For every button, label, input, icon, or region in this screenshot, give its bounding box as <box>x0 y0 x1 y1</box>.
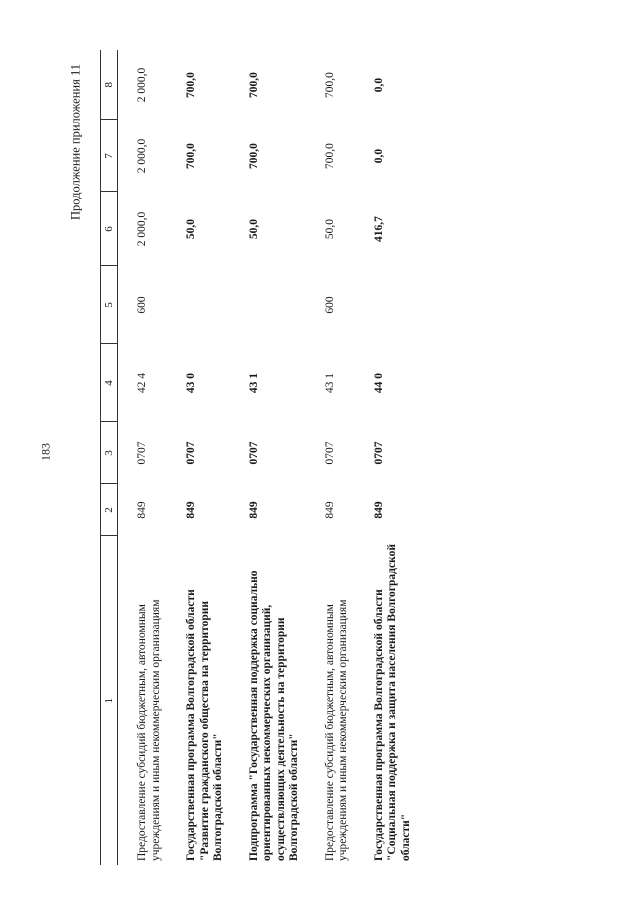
row-ministry-code: 849 <box>372 501 385 519</box>
row-description: Государственная программа Волгоградской области "Социальная поддержка и защита населения Волгоградской области" <box>372 544 412 861</box>
budget-table <box>100 50 413 865</box>
row-amount-col6: 416,7 <box>372 216 385 242</box>
row-description: Предоставление субсидий бюджетным, автономным учреждениям и иным некоммерческим организациям <box>323 599 349 861</box>
row-section-code: 0707 <box>185 441 197 465</box>
row-description: Государственная программа Волгоградской области "Развитие гражданского общества на территории Волгоградской области" <box>185 589 224 861</box>
header-col-6: 6 <box>101 192 118 266</box>
row-amount-col7: 700,0 <box>185 143 197 169</box>
page-number: 183 <box>38 443 53 461</box>
row-amount-col6: 50,0 <box>185 218 197 240</box>
budget-table-rotated <box>100 50 630 865</box>
row-section-code: 0707 <box>247 441 260 465</box>
table-row <box>226 50 302 865</box>
row-amount-col8: 700,0 <box>185 72 197 98</box>
row-amount-col6: 50,0 <box>247 218 260 240</box>
header-col-4: 4 <box>101 344 118 422</box>
row-amount-col8: 2 000,0 <box>136 67 148 103</box>
row-ministry-code: 849 <box>185 501 197 519</box>
row-section-code: 0707 <box>136 441 148 465</box>
row-amount-col6: 2 000,0 <box>136 211 148 247</box>
row-amount-col7: 0,0 <box>372 148 385 164</box>
row-expense-type: 600 <box>136 296 148 314</box>
row-amount-col7: 700,0 <box>323 143 336 169</box>
header-col-8: 8 <box>101 50 118 120</box>
row-description: Подпрограмма "Государственная поддержка социально ориентированных некоммерческих организаций, осуществляющих деятельность на территории Волгоградской области" <box>247 570 300 861</box>
row-ministry-code: 849 <box>136 501 148 519</box>
row-expense-type <box>226 266 302 344</box>
header-col-2: 2 <box>101 484 118 536</box>
table-row <box>118 50 164 865</box>
row-program-code: 42 4 <box>136 372 148 394</box>
row-amount-col7: 2 000,0 <box>136 138 148 174</box>
row-amount-col6: 50,0 <box>323 218 336 240</box>
row-ministry-code: 849 <box>323 501 336 519</box>
header-col-5: 5 <box>101 266 118 344</box>
row-program-code: 43 1 <box>323 372 336 394</box>
row-section-code: 0707 <box>323 441 336 465</box>
appendix-continuation-note: Продолжение приложения 11 <box>68 63 83 221</box>
row-amount-col7: 700,0 <box>247 143 260 169</box>
row-ministry-code: 849 <box>247 501 260 519</box>
row-amount-col8: 700,0 <box>247 72 260 98</box>
header-col-1: 1 <box>101 536 118 865</box>
header-col-3: 3 <box>101 422 118 484</box>
row-program-code: 43 0 <box>185 372 197 394</box>
header-col-7: 7 <box>101 120 118 192</box>
table-row <box>163 50 226 865</box>
table-header-row <box>101 50 118 865</box>
row-amount-col8: 700,0 <box>323 72 336 98</box>
row-expense-type <box>163 266 226 344</box>
table-row <box>351 50 414 865</box>
row-amount-col8: 0,0 <box>372 77 385 93</box>
row-expense-type: 600 <box>323 296 336 314</box>
row-description: Предоставление субсидий бюджетным, автономным учреждениям и иным некоммерческим организациям <box>136 599 162 861</box>
row-program-code: 43 1 <box>247 372 260 394</box>
row-expense-type <box>351 266 414 344</box>
table-row <box>302 50 351 865</box>
row-program-code: 44 0 <box>372 372 385 394</box>
row-section-code: 0707 <box>372 441 385 465</box>
